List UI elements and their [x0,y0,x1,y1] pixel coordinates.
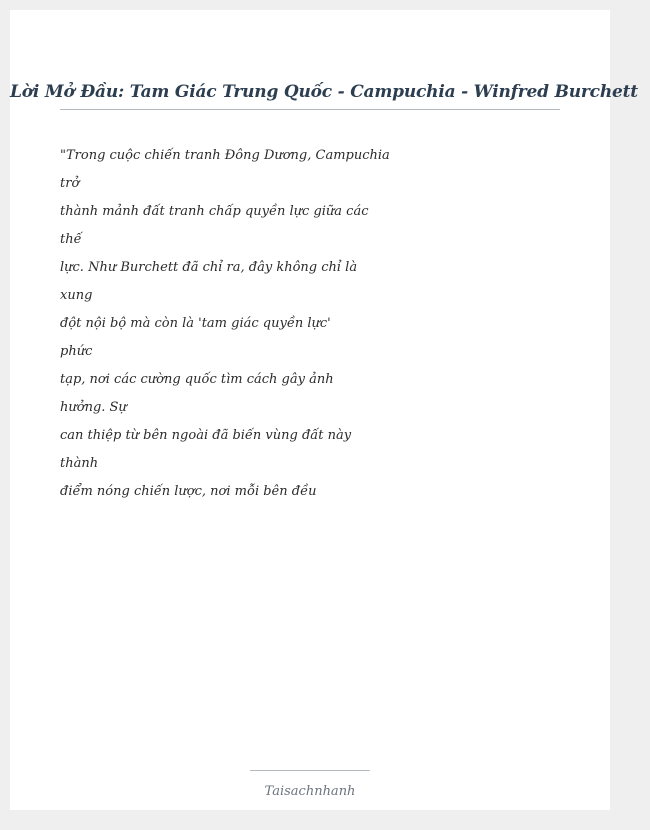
footer-divider [250,770,370,771]
body-line: xung [60,288,93,303]
body-line: hưởng. Sự [60,400,127,415]
body-line: thành mảnh đất tranh chấp quyền lực giữa các [60,204,369,219]
body-line: thế [60,232,82,247]
body-line: điểm nóng chiến lược, nơi mỗi bên đều [60,484,317,499]
body-line: trở [60,176,80,191]
body-line: "Trong cuộc chiến tranh Đông Dương, Campuchia [60,148,390,163]
footer-brand: Taisachnhanh [264,784,356,799]
body-line: tạp, nơi các cường quốc tìm cách gây ảnh [60,372,334,387]
title-divider [60,109,560,110]
body-line: can thiệp từ bên ngoài đã biến vùng đất này [60,428,352,443]
body-line: đột nội bộ mà còn là 'tam giác quyền lực' [60,316,331,331]
page-title: Lời Mở Đầu: Tam Giác Trung Quốc - Campuchia - Winfred Burchett [10,82,638,102]
document-page [10,10,638,810]
body-text [60,142,400,506]
body-line: thành [60,456,99,471]
body-line: phức [60,344,93,359]
body-line: lực. Như Burchett đã chỉ ra, đây không chỉ là [60,260,358,275]
